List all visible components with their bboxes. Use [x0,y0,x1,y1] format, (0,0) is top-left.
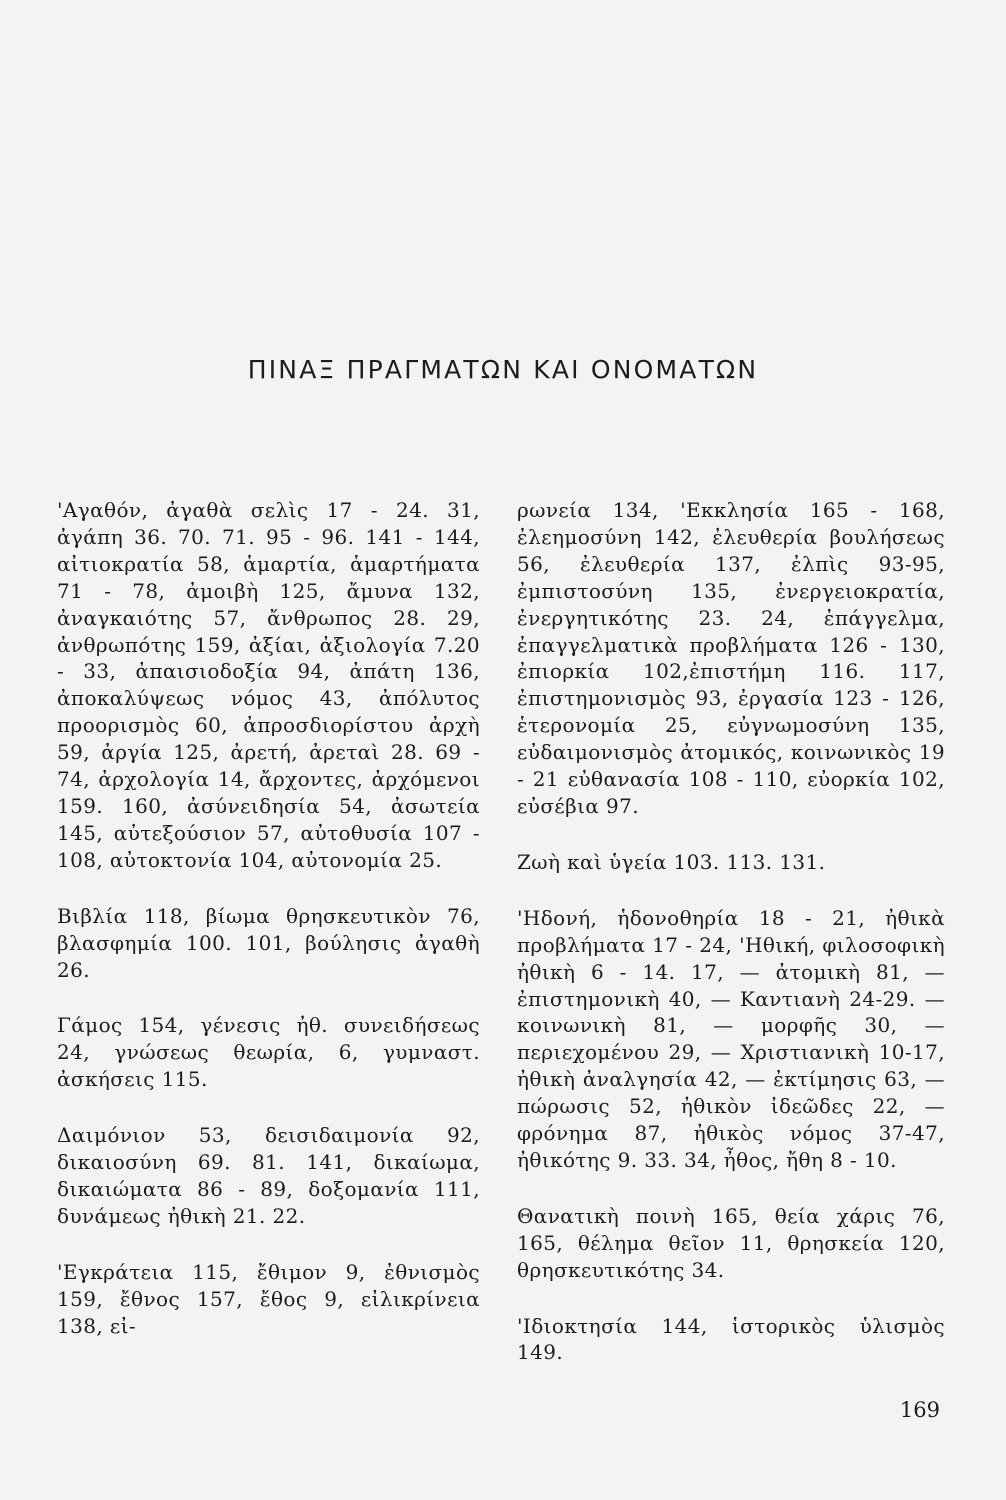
index-entry-delta: Δαιμόνιον 53, δεισιδαιμονία 92, δικαιοσύνη 69. 81. 141, δικαίωμα, δικαιώματα 86 - 89, δοξομανία 111, δυνάμεως ἠθικὴ 21. 22. [57,1123,480,1228]
index-entry-iota: 'Ιδιοκτησία 144, ἱστορικὸς ὑλισμὸς 149. [517,1313,945,1365]
right-column [517,497,945,1395]
index-entry-eta: 'Ηδονή, ἡδονοθηρία 18 - 21, ἠθικὰ προβλήματα 17 - 24, 'Ηθική, φιλοσοφικὴ ἠθικὴ 6 - 14. 17, — ἀτομικὴ 81, — ἐπιστημονικὴ 40, — Καντιανὴ 24-29. — κοινωνικὴ 81, — μορφῆς 30, — περιεχομένου 29, — Χριστιανικὴ 10-17, ἠθικὴ ἀναλγησία 42, — ἐκτίμησις 63, — πώρωσις 52, ἠθικὸν ἰδεῶδες 22, — φρόνημα 87, ἠθικὸς νόμος 37-47, ἠθικότης 9. 33. 34, ἦθος, ἤθη 8 - 10. [517,905,945,1172]
index-entry-alpha: 'Αγαθόν, ἀγαθὰ σελὶς 17 - 24. 31, ἀγάπη 36. 70. 71. 95 - 96. 141 - 144, αἰτιοκρατία 58, ἁμαρτία, ἁμαρτήματα 71 - 78, ἀμοιβὴ 125, ἄμυνα 132, ἀναγκαιότης 57, ἄνθρωπος 28. 29, ἀνθρωπότης 159, ἀξίαι, ἀξιολογία 7.20 - 33, ἀπαισιοδοξία 94, ἀπάτη 136, ἀποκαλύψεως νόμος 43, ἀπόλυτος προορισμὸς 60, ἀπροσδιορίστου ἀρχὴ 59, ἀργία 125, ἀρετή, ἀρεταὶ 28. 69 - 74, ἀρχολογία 14, ἄρχοντες, ἀρχόμενοι 159. 160, ἀσύνειδησία 54, ἀσωτεία 145, αὐτεξούσιον 57, αὐτοθυσία 107 - 108, αὐτοκτονία 104, αὐτονομία 25. [57,498,480,872]
index-entry-beta: Βιβλία 118, βίωμα θρησκευτικὸν 76, βλασφημία 100. 101, βούλησις ἀγαθὴ 26. [57,903,480,982]
page-number: 169 [899,1398,940,1422]
index-entry-zeta: Ζωὴ καὶ ὑγεία 103. 113. 131. [517,849,826,874]
index-entry-theta: Θανατικὴ ποινὴ 165, θεία χάρις 76, 165, θέλημα θεῖον 11, θρησκεία 120, θρησκευτικότης 34. [517,1203,945,1282]
index-entry-epsilon-continued: ρωνεία 134, 'Εκκλησία 165 - 168, ἐλεημοσύνη 142, ἐλευθερία βουλήσεως 56, ἐλευθερία 137, ἐλπὶς 93-95, ἐμπιστοσύνη 135, ἐνεργειοκρατία, ἐνεργητικότης 23. 24, ἐπάγγελμα, ἐπαγγελματικὰ προβλήματα 126 - 130, ἐπιορκία 102,ἐπιστήμη 116. 117, ἐπιστημονισμὸς 93, ἐργασία 123 - 126, ἑτερονομία 25, εὐγνωμοσύνη 135, εὐδαιμονισμὸς ἀτομικός, κοινωνικὸς 19 - 21 εὐθανασία 108 - 110, εὐορκία 102, εὐσέβια 97. [517,498,945,818]
index-entry-epsilon-start: 'Εγκράτεια 115, ἔθιμον 9, ἐθνισμὸς 159, ἔθνος 157, ἔθος 9, εἰλικρίνεια 138, εἰ- [57,1259,480,1338]
page-title: ΠΙΝΑΞ ΠΡΑΓΜΑΤΩΝ ΚΑΙ ΟΝΟΜΑΤΩΝ [247,354,759,384]
left-column [57,497,480,1368]
index-entry-gamma: Γάμος 154, γένεσις ἠθ. συνειδήσεως 24, γνώσεως θεωρία, 6, γυμναστ. ἀσκήσεις 115. [57,1013,480,1092]
